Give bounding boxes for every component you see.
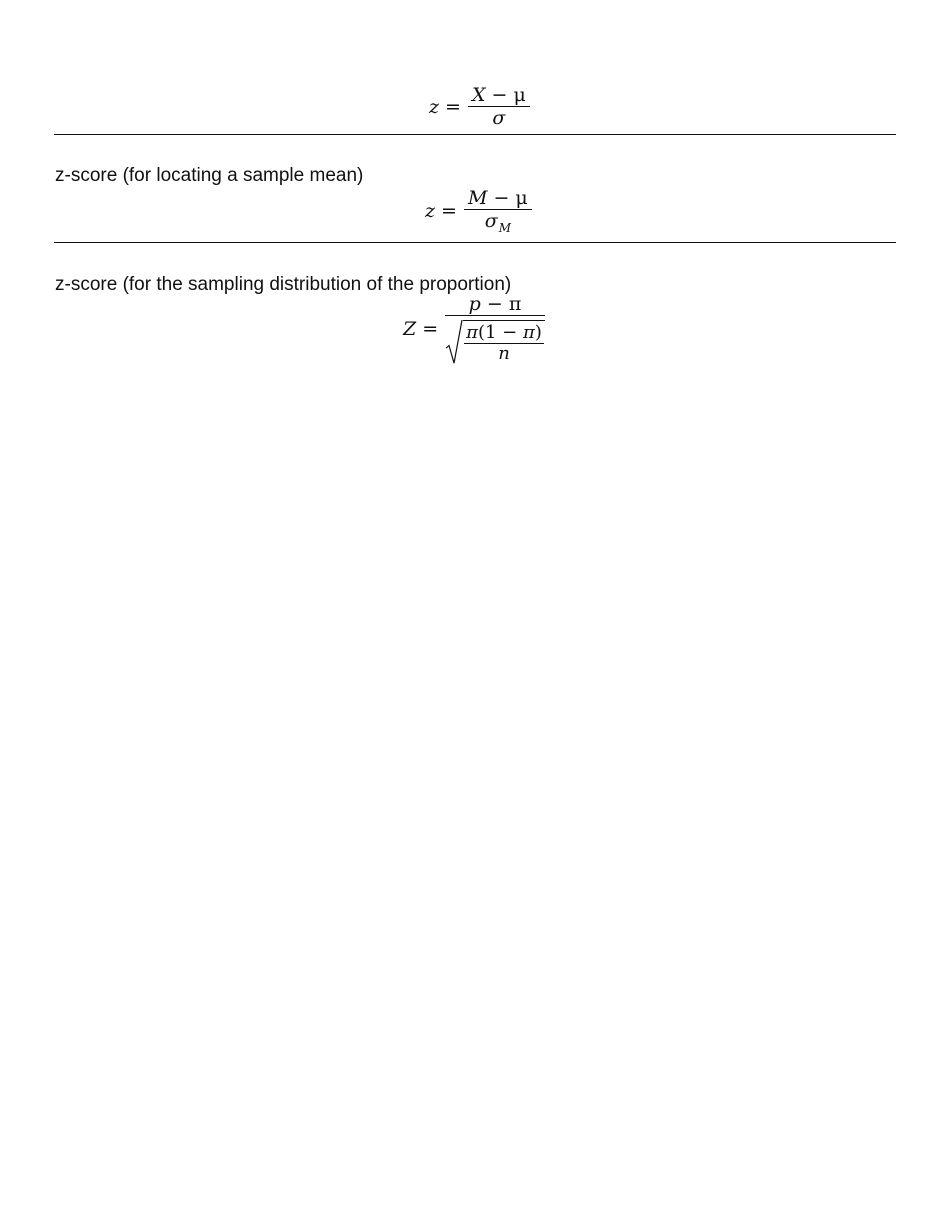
formula-lhs: z bbox=[425, 199, 436, 222]
minus-operator: − bbox=[496, 322, 523, 343]
radicand-numerator bbox=[464, 323, 544, 343]
numerator-variable: X bbox=[471, 84, 486, 106]
minus-operator: − bbox=[485, 84, 514, 106]
formula-lhs: z bbox=[429, 95, 440, 118]
equals-sign: = bbox=[422, 318, 439, 340]
denominator-symbol: σ bbox=[484, 210, 498, 232]
section-label-proportion: z-score (for the sampling distribution of the proportion) bbox=[55, 274, 512, 295]
numerator-parameter: μ bbox=[515, 187, 528, 209]
fraction bbox=[445, 294, 545, 364]
z-score-sample-mean-formula bbox=[425, 187, 532, 234]
section-divider bbox=[54, 134, 896, 135]
equals-sign: = bbox=[445, 95, 461, 118]
denominator: σ bbox=[492, 107, 506, 129]
denominator bbox=[481, 210, 515, 234]
fraction-bar bbox=[445, 315, 545, 316]
numerator-parameter: π bbox=[508, 293, 522, 315]
formula-lhs: Z bbox=[403, 318, 417, 340]
one-digit: 1 bbox=[485, 322, 497, 343]
z-score-proportion-formula bbox=[403, 294, 545, 364]
numerator-variable: M bbox=[467, 187, 488, 209]
pi-symbol: π bbox=[466, 322, 478, 343]
denominator-subscript: M bbox=[498, 221, 511, 235]
radical-sign bbox=[445, 320, 463, 364]
fraction bbox=[468, 84, 530, 129]
radicand bbox=[463, 320, 545, 364]
numerator bbox=[465, 294, 526, 315]
numerator-parameter: μ bbox=[513, 84, 526, 106]
numerator-variable: p bbox=[468, 293, 481, 315]
open-paren: ( bbox=[477, 322, 485, 343]
fraction bbox=[464, 187, 532, 234]
close-paren: ) bbox=[534, 322, 542, 343]
z-score-formula bbox=[429, 84, 530, 129]
numerator bbox=[464, 187, 532, 209]
minus-operator: − bbox=[487, 187, 516, 209]
equals-sign: = bbox=[441, 199, 457, 222]
radicand-denominator: n bbox=[498, 343, 510, 364]
section-label-sample-mean: z-score (for locating a sample mean) bbox=[55, 165, 364, 186]
section-divider bbox=[54, 242, 896, 243]
numerator bbox=[468, 84, 530, 106]
minus-operator: − bbox=[480, 293, 509, 315]
pi-symbol: π bbox=[522, 322, 535, 343]
square-root bbox=[445, 320, 545, 364]
